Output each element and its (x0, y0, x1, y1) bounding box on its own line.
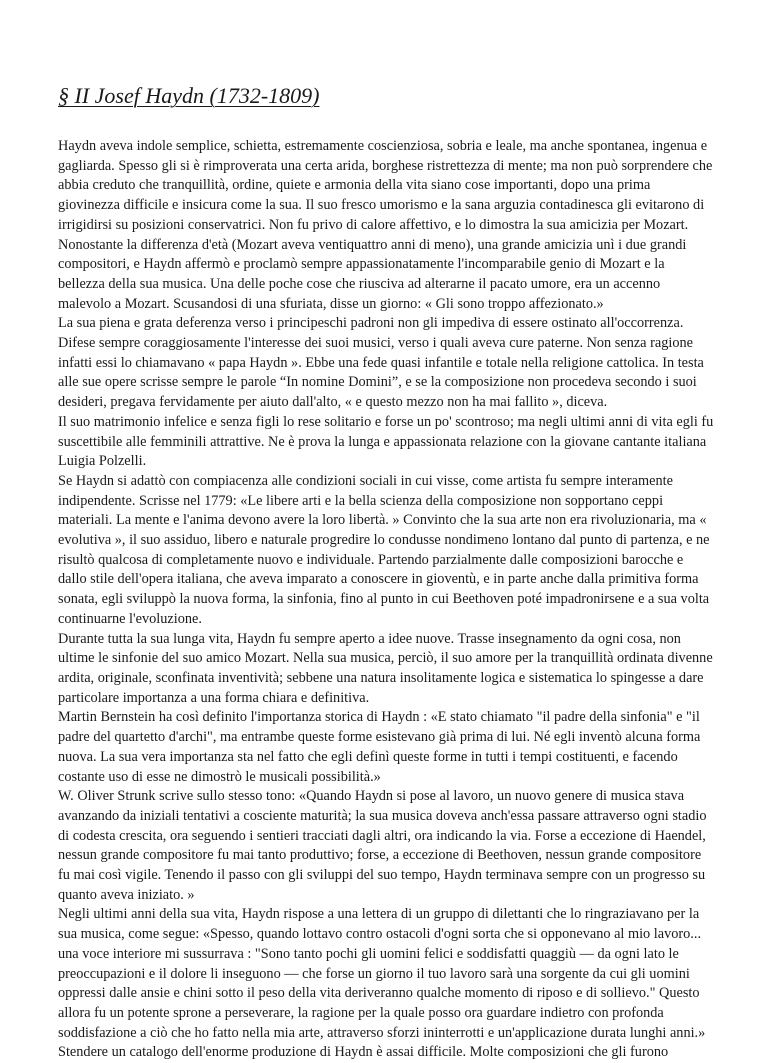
paragraph: Negli ultimi anni della sua vita, Haydn rispose a una lettera di un gruppo di dilettanti che lo ringraziavano per la sua musica, come segue: «Spesso, quando lottavo contro ostacoli d'ogni sorta che si opponevano al mio lavoro... una voce interiore mi sussurrava : "Sono tanto pochi gli uomini felici e soddisfatti quaggiù — da ogni lato le preoccupazioni e il dolore li inseguono — che forse un giorno il tuo lavoro sarà una sorgente da cui gli uomini oppressi dalle ansie e chini sotto il peso della vita deriveranno qualche momento di riposo e di sollievo." Questo allora fu un potente sprone a perseverare, la ragione per la quale posso ora guardare indietro con profonda soddisfazione a ciò che ho fatto nella mia arte, attraverso sforzi ininterrotti e un'applicazione durata lunghi anni.» (58, 906, 706, 1041)
paragraph: W. Oliver Strunk scrive sullo stesso tono: «Quando Haydn si pose al lavoro, un nuovo genere di musica stava avanzando da iniziali tentativi a cosciente maturità; la sua musica doveva anch'essa passare attraverso ogni stadio di codesta crescita, ora seguendo i sentieri tracciati dagli altri, ora indicando la via. Forse a eccezione di Haendel, nessun grande compositore fu mai tanto produttivo; forse, a eccezione di Beethoven, nessun grande compositore fu mai così vigile. Tenendo il passo con gli sviluppi del suo tempo, Haydn terminava sempre con un progresso su quanto aveva iniziato. » (58, 788, 707, 903)
paragraph: Durante tutta la sua lunga vita, Haydn fu sempre aperto a idee nuove. Trasse insegnamento da ogni cosa, non ultime le sinfonie del suo amico Mozart. Nella sua musica, perciò, il suo amore per la tranquillità ordinata divenne ardita, originale, sconfinata inventività; sebbene una natura insolitamente logica e sistematica lo spingesse a dare particolare importanza a una forma chiara e definitiva. (58, 630, 713, 706)
paragraph: Se Haydn si adattò con compiacenza alle condizioni sociali in cui visse, come artista fu sempre interamente indipendente. Scrisse nel 1779: «Le libere arti e la bella scienza della composizione non sopportano ceppi materiali. La mente e l'anima devono avere la loro libertà. » Convinto che la sua arte non era rivoluzionaria, ma « evolutiva », il suo assiduo, libero e naturale progredire lo condusse nondimeno lontano dal punto di partenza, e ne risultò qualcosa di completamente nuovo e individuale. Partendo parzialmente dalle composizioni barocche e dallo stile dell'opera italiana, che aveva imparato a conoscere in gioventù, e in parte anche dalla primitiva forma sonata, egli sviluppò la nuova forma, la sinfonia, fino al punto in cui Beethoven poté impadronirsene e a sua volta continuarne l'evoluzione. (58, 472, 710, 627)
paragraph: Martin Bernstein ha così definito l'importanza storica di Haydn : «E stato chiamato "il padre della sinfonia" e "il padre del quartetto d'archi", ma entrambe queste forme esistevano già prima di lui. Né egli inventò alcuna forma nuova. La sua vera importanza sta nel fatto che egli definì queste forme in tutti i tempi costituenti, e facendo costante uso di esse ne dimostrò le musicali possibilità.» (58, 709, 701, 785)
paragraph: Il suo matrimonio infelice e senza figli lo rese solitario e forse un po' scontroso; ma negli ultimi anni di vita egli fu suscettibile alle femminili attrattive. Ne è prova la lunga e appassionata relazione con la giovane cantante italiana Luigia Polzelli. (58, 413, 714, 470)
body-text (58, 137, 714, 1063)
section-title: § II Josef Haydn (1732-1809) (58, 83, 320, 108)
paragraph: Stendere un catalogo dell'enorme produzione di Haydn è assai difficile. Molte composizioni che gli furono (58, 1044, 669, 1061)
paragraph: Haydn aveva indole semplice, schietta, estremamente coscienziosa, sobria e leale, ma anche spontanea, ingenua e gagliarda. Spesso gli si è rimproverata una certa arida, borghese ristrettezza di mente; ma non può sorprendere che abbia creduto che tranquillità, ordine, quiete e armonia della vita siano cose importanti, dopo una prima giovinezza difficile e insicura come la sua. Il suo fresco umorismo e la sana arguzia contadinesca gli evitarono di irrigidirsi su posizioni conservatrici. Non fu privo di calore affettivo, e lo dimostra la sua amicizia per Mozart. Nonostante la differenza d'età (Mozart aveva ventiquattro anni di meno), una grande amicizia unì i due grandi compositori, e Haydn affermò e proclamò sempre appassionatamente l'incomparabile genio di Mozart e la bellezza della sua musica. Una delle poche cose che riusciva ad alterarne il pacato umore, era un accenno malevolo a Mozart. Scusandosi di una sfuriata, disse un giorno: « Gli sono troppo affezionato.» (58, 138, 713, 312)
paragraph: La sua piena e grata deferenza verso i principeschi padroni non gli impediva di essere ostinato all'occorrenza. Difese sempre coraggiosamente l'interesse dei suoi musici, verso i quali aveva cure paterne. Non senza ragione infatti essi lo chiamavano « papa Haydn ». Ebbe una fede quasi infantile e totale nella religione cattolica. In testa alle sue opere scrisse sempre le parole “In nomine Domini”, e se la composizione non procedeva secondo i suoi desideri, pregava fervidamente per aiuto dall'alto, « e questo mezzo non ha mai fallito », diceva. (58, 315, 704, 411)
